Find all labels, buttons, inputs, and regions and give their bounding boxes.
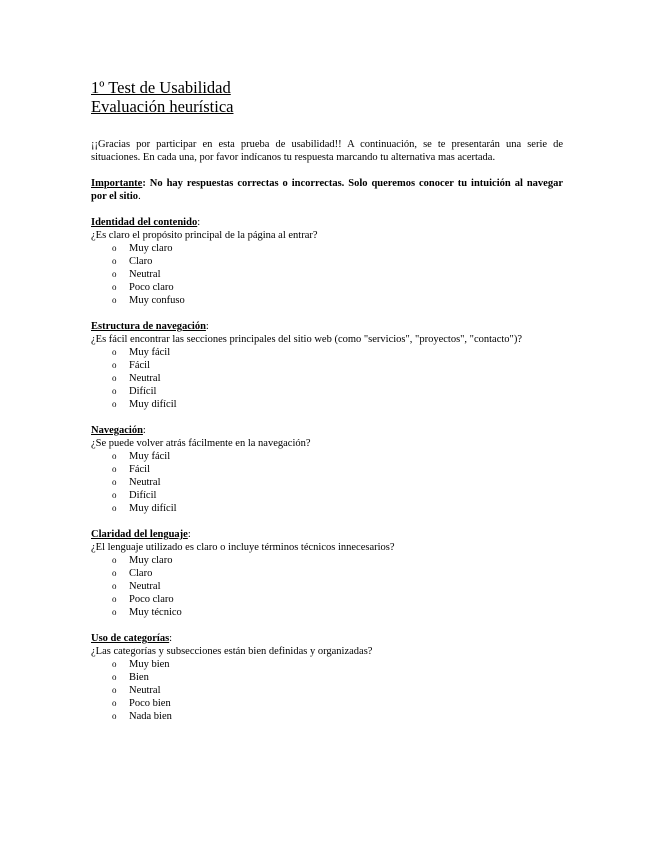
option-label: Poco claro [129, 282, 174, 293]
question-text: ¿Las categorías y subsecciones están bien definidas y organizadas? [91, 646, 373, 657]
option-label: Fácil [129, 464, 150, 475]
option-label: Neutral [129, 477, 161, 488]
section-title-colon: : [142, 425, 146, 436]
option-label: Neutral [129, 685, 161, 696]
circle-bullet-icon: o [112, 295, 117, 305]
circle-bullet-icon: o [112, 282, 117, 292]
answer-option[interactable] [91, 476, 563, 489]
answer-option[interactable] [91, 450, 563, 463]
section-title-colon: : [197, 217, 201, 228]
section-title-colon: : [187, 529, 191, 540]
answer-options [91, 346, 563, 411]
option-label: Muy técnico [129, 607, 182, 618]
circle-bullet-icon: o [112, 243, 117, 253]
circle-bullet-icon: o [112, 269, 117, 279]
circle-bullet-icon: o [112, 503, 117, 513]
answer-option[interactable] [91, 255, 563, 268]
section-title-colon: : [169, 633, 173, 644]
question-section [91, 320, 563, 411]
option-label: Difícil [129, 386, 157, 397]
document-page [91, 78, 563, 723]
circle-bullet-icon: o [112, 373, 117, 383]
important-text: : No hay respuestas correctas o incorrectas. Solo queremos conocer tu intuición al navegar por el sitio [91, 178, 563, 202]
answer-option[interactable] [91, 281, 563, 294]
option-label: Neutral [129, 269, 161, 280]
circle-bullet-icon: o [112, 386, 117, 396]
answer-option[interactable] [91, 268, 563, 281]
option-label: Bien [129, 672, 149, 683]
circle-bullet-icon: o [112, 581, 117, 591]
section-title: Identidad del contenido [91, 217, 198, 228]
answer-option[interactable] [91, 593, 563, 606]
circle-bullet-icon: o [112, 594, 117, 604]
option-label: Poco claro [129, 594, 174, 605]
option-label: Muy bien [129, 659, 170, 670]
question-section [91, 216, 563, 307]
circle-bullet-icon: o [112, 490, 117, 500]
circle-bullet-icon: o [112, 477, 117, 487]
option-label: Difícil [129, 490, 157, 501]
circle-bullet-icon: o [112, 256, 117, 266]
section-title: Uso de categorías [91, 633, 170, 644]
answer-option[interactable] [91, 684, 563, 697]
circle-bullet-icon: o [112, 555, 117, 565]
important-label: Importante [91, 178, 143, 189]
answer-option[interactable] [91, 359, 563, 372]
answer-option[interactable] [91, 398, 563, 411]
answer-options [91, 450, 563, 515]
title-line-2: Evaluación heurística [91, 97, 234, 116]
answer-option[interactable] [91, 372, 563, 385]
section-title: Claridad del lenguaje [91, 529, 188, 540]
question-section [91, 632, 563, 723]
option-label: Muy fácil [129, 347, 171, 358]
answer-options [91, 554, 563, 619]
section-title: Estructura de navegación [91, 321, 206, 332]
answer-option[interactable] [91, 489, 563, 502]
question-text: ¿Es fácil encontrar las secciones principales del sitio web (como "servicios", "proyectos", "contacto")? [91, 334, 522, 345]
answer-option[interactable] [91, 567, 563, 580]
question-sections [91, 216, 563, 723]
answer-option[interactable] [91, 671, 563, 684]
option-label: Muy fácil [129, 451, 171, 462]
important-end: . [138, 191, 141, 202]
question-text: ¿El lenguaje utilizado es claro o incluye términos técnicos innecesarios? [91, 542, 395, 553]
option-label: Neutral [129, 581, 161, 592]
answer-options [91, 242, 563, 307]
section-heading [91, 216, 563, 229]
circle-bullet-icon: o [112, 451, 117, 461]
circle-bullet-icon: o [112, 347, 117, 357]
option-label: Muy difícil [129, 399, 177, 410]
circle-bullet-icon: o [112, 685, 117, 695]
option-label: Neutral [129, 373, 161, 384]
answer-option[interactable] [91, 658, 563, 671]
circle-bullet-icon: o [112, 607, 117, 617]
option-label: Claro [129, 568, 153, 579]
option-label: Nada bien [129, 711, 172, 722]
question-section [91, 424, 563, 515]
answer-option[interactable] [91, 580, 563, 593]
circle-bullet-icon: o [112, 568, 117, 578]
section-heading [91, 320, 563, 333]
answer-option[interactable] [91, 697, 563, 710]
circle-bullet-icon: o [112, 711, 117, 721]
answer-option[interactable] [91, 242, 563, 255]
circle-bullet-icon: o [112, 672, 117, 682]
circle-bullet-icon: o [112, 698, 117, 708]
answer-option[interactable] [91, 554, 563, 567]
option-label: Muy claro [129, 243, 173, 254]
answer-option[interactable] [91, 385, 563, 398]
option-label: Muy claro [129, 555, 173, 566]
answer-option[interactable] [91, 606, 563, 619]
option-label: Claro [129, 256, 153, 267]
section-title-colon: : [205, 321, 209, 332]
option-label: Muy confuso [129, 295, 185, 306]
circle-bullet-icon: o [112, 464, 117, 474]
circle-bullet-icon: o [112, 659, 117, 669]
option-label: Muy difícil [129, 503, 177, 514]
answer-options [91, 658, 563, 723]
question-text: ¿Se puede volver atrás fácilmente en la navegación? [91, 438, 311, 449]
answer-option[interactable] [91, 463, 563, 476]
important-note [91, 177, 563, 203]
question-text: ¿Es claro el propósito principal de la página al entrar? [91, 230, 318, 241]
section-heading [91, 632, 563, 645]
answer-option[interactable] [91, 710, 563, 723]
intro-paragraph: ¡¡Gracias por participar en esta prueba de usabilidad!! A continuación, se te presentarán una serie de situaciones. En cada una, por favor indícanos tu respuesta marcando tu alternativa mas acertada. [91, 139, 563, 163]
answer-option[interactable] [91, 502, 563, 515]
document-title [91, 78, 563, 116]
section-title: Navegación [91, 425, 143, 436]
answer-option[interactable] [91, 346, 563, 359]
section-heading [91, 424, 563, 437]
circle-bullet-icon: o [112, 360, 117, 370]
answer-option[interactable] [91, 294, 563, 307]
option-label: Fácil [129, 360, 150, 371]
circle-bullet-icon: o [112, 399, 117, 409]
option-label: Poco bien [129, 698, 171, 709]
question-section [91, 528, 563, 619]
title-line-1: 1º Test de Usabilidad [91, 78, 231, 97]
section-heading [91, 528, 563, 541]
